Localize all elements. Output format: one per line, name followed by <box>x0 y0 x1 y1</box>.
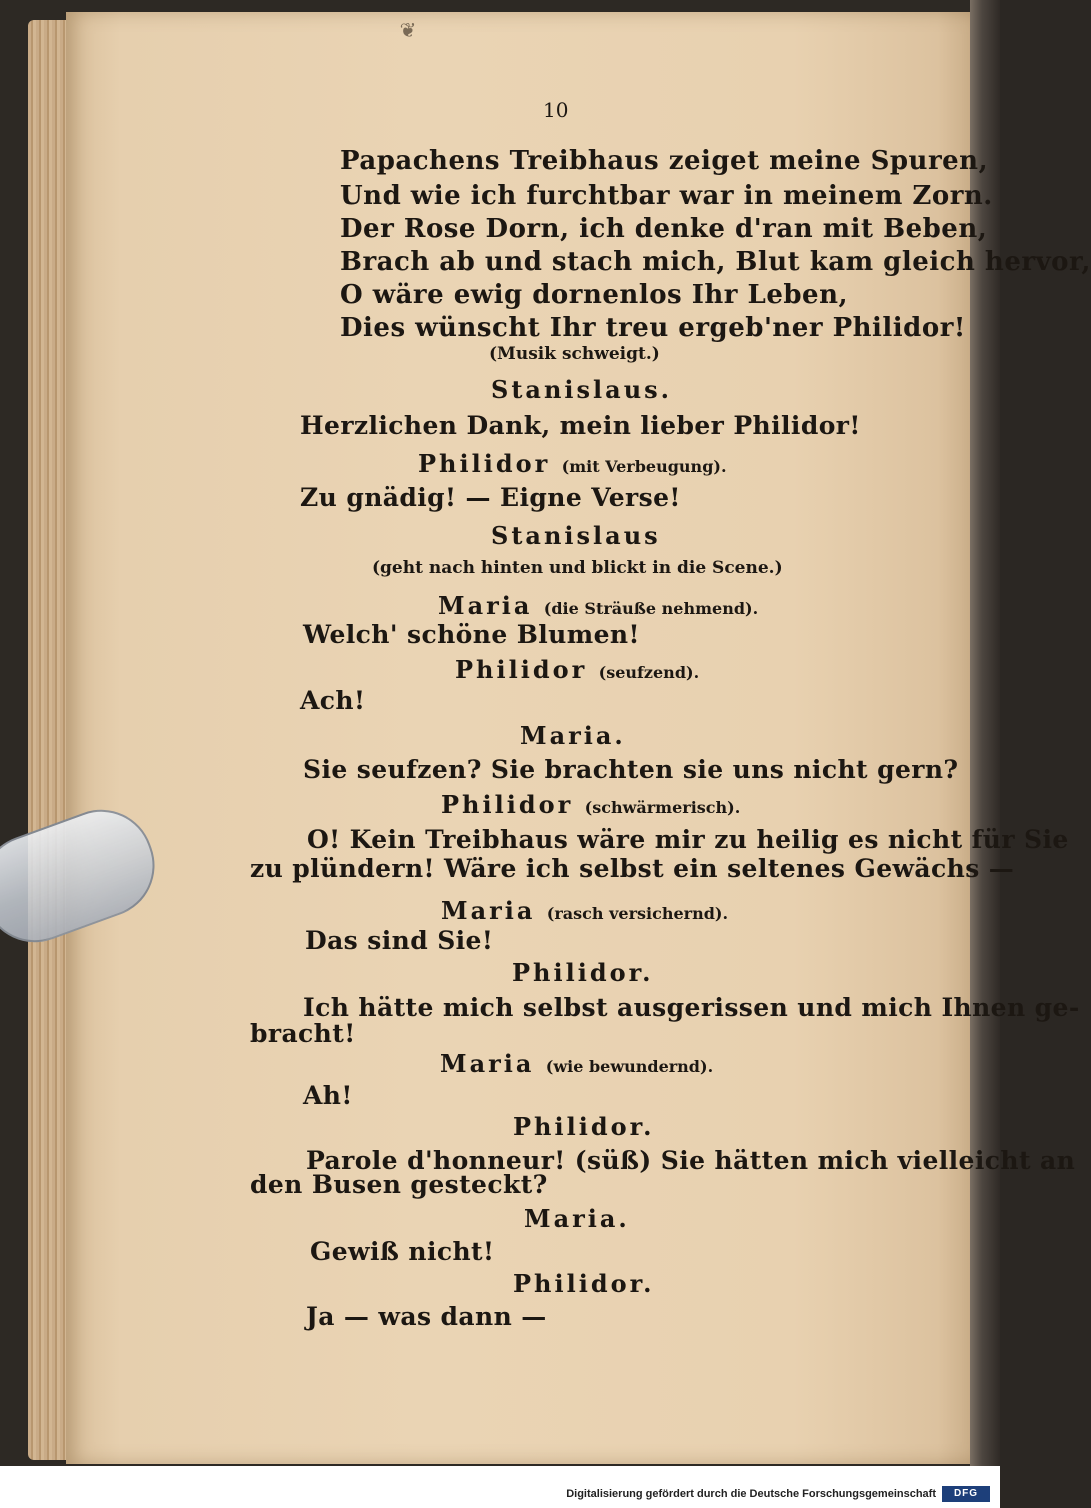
speaker-line <box>438 591 759 620</box>
dialogue-line: Zu gnädig! — Eigne Verse! <box>300 483 681 512</box>
verse-line: Dies wünscht Ihr treu ergeb'ner Philidor! <box>340 313 966 343</box>
dialogue-line: Ah! <box>303 1081 353 1110</box>
speaker-name: Philidor <box>455 655 588 684</box>
verse-line: Und wie ich furchtbar war in meinem Zorn. <box>340 181 993 211</box>
dialogue-line: den Busen gesteckt? <box>250 1170 548 1199</box>
speaker-name: Maria. <box>524 1204 630 1233</box>
speaker-direction: (die Sträuße nehmend). <box>543 599 759 618</box>
speaker-direction: (wie bewundernd). <box>545 1057 714 1076</box>
speaker-direction: (mit Verbeugung). <box>561 457 727 476</box>
dialogue-line: Ich hätte mich selbst ausgerissen und mich Ihnen ge- <box>303 993 1080 1022</box>
speaker-name: Philidor <box>441 790 574 819</box>
dialogue-line: Gewiß nicht! <box>310 1237 495 1266</box>
speaker-direction: (seufzend). <box>598 663 700 682</box>
dfg-logo: DFG <box>942 1486 990 1502</box>
dialogue-line: bracht! <box>250 1019 356 1048</box>
digitization-credit: Digitalisierung gefördert durch die Deutsche Forschungsgemeinschaft <box>566 1488 936 1500</box>
speaker-direction: (schwärmerisch). <box>584 798 741 817</box>
dialogue-line: Das sind Sie! <box>305 926 494 955</box>
dialogue-line: Welch' schöne Blumen! <box>303 620 640 649</box>
verse-line: Brach ab und stach mich, Blut kam gleich hervor, <box>340 247 1091 277</box>
verse-line: O wäre ewig dornenlos Ihr Leben, <box>340 280 849 310</box>
speaker-name: Maria <box>438 591 533 620</box>
verse-line: Papachens Treibhaus zeiget meine Spuren, <box>340 146 989 176</box>
dialogue-line: Sie seufzen? Sie brachten sie uns nicht gern? <box>303 755 959 784</box>
speaker-name: Stanislaus <box>491 521 661 550</box>
dialogue-line: Ja — was dann — <box>306 1302 547 1331</box>
dialogue-line: zu plündern! Wäre ich selbst ein seltenes Gewächs — <box>250 854 1015 883</box>
speaker-line <box>418 449 727 478</box>
speaker-name: Maria <box>440 1049 535 1078</box>
speaker-name: Maria. <box>520 721 626 750</box>
speaker-name: Philidor <box>418 449 551 478</box>
speaker-line <box>455 655 700 684</box>
speaker-name: Philidor. <box>512 958 654 987</box>
stage-direction: (Musik schweigt.) <box>489 344 660 364</box>
speaker-name: Stanislaus. <box>491 375 673 404</box>
ornament-icon: ❦ <box>399 18 417 42</box>
dialogue-line: Herzlichen Dank, mein lieber Philidor! <box>300 411 861 440</box>
dialogue-line: Parole d'honneur! (süß) Sie hätten mich vielleicht an <box>306 1146 1076 1175</box>
speaker-direction: (rasch versichernd). <box>546 904 729 923</box>
verse-line: Der Rose Dorn, ich denke d'ran mit Beben, <box>340 214 988 244</box>
dialogue-line: O! Kein Treibhaus wäre mir zu heilig es nicht für Sie <box>307 825 1069 854</box>
speaker-line <box>441 896 729 925</box>
page-number: 10 <box>543 98 569 122</box>
footer-strip <box>0 1466 1000 1508</box>
dialogue-line: Ach! <box>300 686 366 715</box>
stage-direction: (geht nach hinten und blickt in die Scene.) <box>372 558 783 578</box>
speaker-name: Maria <box>441 896 536 925</box>
speaker-line <box>441 790 741 819</box>
speaker-name: Philidor. <box>513 1269 655 1298</box>
speaker-line <box>440 1049 714 1078</box>
speaker-name: Philidor. <box>513 1112 655 1141</box>
